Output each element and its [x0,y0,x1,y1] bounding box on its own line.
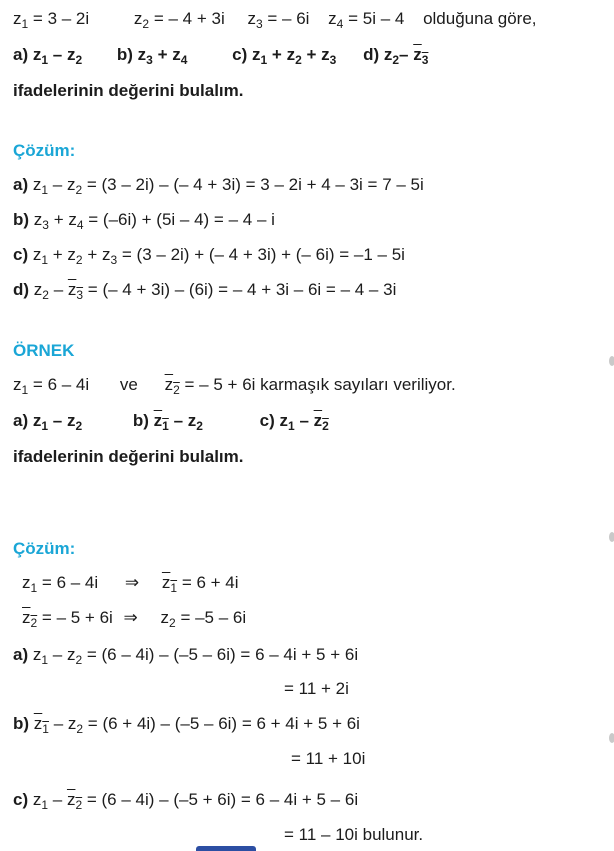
solution2-title: Çözüm: [13,539,76,558]
problem-instruction: ifadelerinin değerini bulalım. [13,81,244,100]
solution1-a: a) $z_1 - z_2 = (3 - 2i)$ – (– 4 + 3i) = 3 – 2i + 4 – 3i = 7 – 5i [13,175,424,197]
solution2-a: a) $z_1 - z_2 = (6 - 4i) - (-5 - 6i) = 6 - 4i + 5 + 6i$ [13,645,359,667]
solution1-title: Çözüm: [13,141,76,160]
example-instruction: ifadelerinin değerini bulalım. [13,447,244,466]
problem-items-line [13,44,428,66]
solution2-b: b) $z_1 - z_2 = (6 + 4i) - (-5 - 6i) = 6 + 4i + 5 + 6i$ [13,714,360,736]
page-bottom-tab [196,846,256,851]
solution2-line1: $z_1 = 6 - 4i$ ⇒ $z_1 = 6 + 4i$ [22,573,239,595]
edge-mark [609,532,614,542]
solution2-a-result: = 11 + 2i [284,679,349,698]
solution1-b: b) $z_3 + z_4 = (-6i) + (5i - 4)$ = – 4 – i [13,210,275,232]
example-given: $z_1 = 6 - 4i$ ve $z_2$ = – 5 + 6i karmaşık sayıları veriliyor. [13,375,456,397]
given-tail: olduğuna göre, [423,9,537,28]
z2-def: $z_2$ = – 4 + 3i [133,9,225,31]
solution2-b-result: = 11 + 10i [291,749,366,768]
z4-def: $z_4 = 5i - 4$ [328,9,405,31]
edge-mark [609,733,614,743]
item-b: b) $z_3 + z_4$ [116,45,188,67]
example-item-a: a) $z_1 - z_2$ [13,411,83,433]
example-title: ÖRNEK [13,341,75,360]
given-values-line [13,8,537,30]
example-item-b: b) $z_1 - z_2$ [132,411,203,433]
item-d: d) $z_2-$ $z_3$ [363,45,429,67]
solution2-line2: $z_2$ = – 5 + 6i ⇒ $z_2 = -5 - 6i$ [22,608,247,630]
solution1-c: c) $z_1 + z_2 + z_3 = (3 - 2i)$ + (– 4 + 3i) + (– 6i) = –1 – 5i [13,245,405,267]
solution2-c: c) $z_1 - z_2 = (6 - 4i) - (-5 + 6i) = 6 - 4i + 5 - 6i$ [13,790,359,812]
solution2-c-result: = 11 – 10i bulunur. [284,825,424,844]
z1-def: $z_1 = 3 - 2i$ [13,9,90,31]
item-c: c) $z_1 + z_2 + z_3$ [232,45,337,67]
example-items-line [13,410,329,432]
item-a: a) $z_1 - z_2$ [13,45,83,67]
example-item-c: c) $z_1 - z_2$ [259,411,329,433]
edge-mark [609,356,614,366]
solution1-d: d) $z_2 - z_3$ = (– 4 + 3i) – (6i) = – 4 + 3i – 6i = – 4 – 3i [13,280,397,302]
z3-def: $z_3$ = – 6i [247,9,310,31]
